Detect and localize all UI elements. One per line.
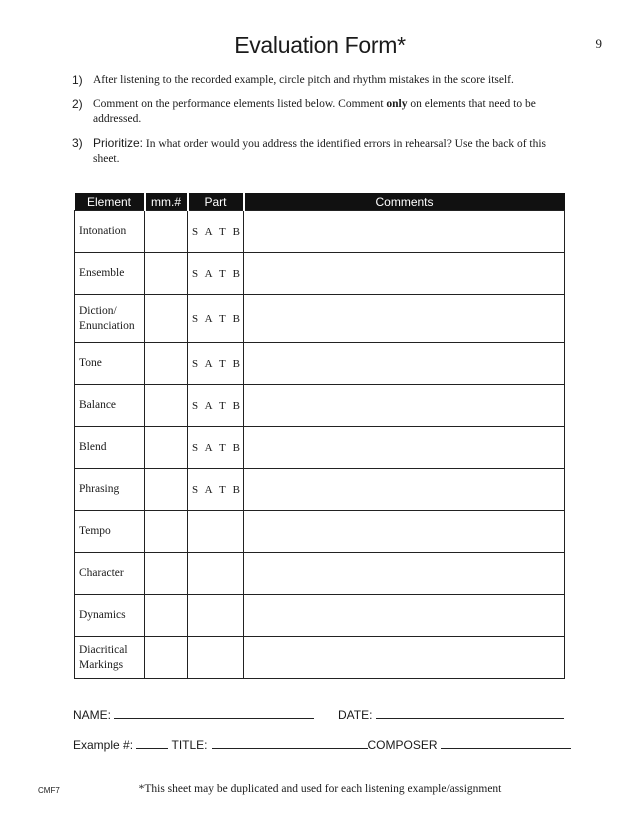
comments-cell[interactable] [244,253,565,295]
element-cell: Phrasing [75,469,145,511]
instruction-2 [72,97,572,127]
table-row [75,343,565,385]
table-body [75,211,565,679]
measure-cell[interactable] [145,343,188,385]
table-row [75,595,565,637]
comments-cell[interactable] [244,343,565,385]
evaluation-table [74,193,565,679]
measure-cell[interactable] [145,469,188,511]
header-part: Part [188,193,244,211]
instruction-number: 2) [72,97,83,111]
instruction-3 [72,136,572,167]
part-cell [188,511,244,553]
element-cell: Dynamics [75,595,145,637]
comments-cell[interactable] [244,553,565,595]
element-cell: Ensemble [75,253,145,295]
comments-cell[interactable] [244,637,565,679]
comments-cell[interactable] [244,211,565,253]
example-blank[interactable] [136,736,168,749]
table-row [75,211,565,253]
instruction-emphasis: only [386,98,408,110]
instruction-text [93,97,572,127]
instruction-text [93,136,572,167]
part-cell[interactable]: S A T B [188,469,244,511]
element-cell: Diacritical Markings [75,637,145,679]
header-comments: Comments [244,193,565,211]
name-field[interactable] [73,706,314,722]
example-label: Example #: [73,738,134,752]
date-blank[interactable] [376,706,564,719]
comments-cell[interactable] [244,385,565,427]
part-cell [188,553,244,595]
instruction-number: 1) [72,73,83,87]
table-row [75,511,565,553]
date-label: DATE: [338,708,373,722]
composer-blank[interactable] [441,736,571,749]
measure-cell[interactable] [145,511,188,553]
footnote: *This sheet may be duplicated and used for each listening example/assignment [138,783,502,795]
composer-label: COMPOSER [367,738,438,752]
header-element: Element [75,193,145,211]
part-cell[interactable]: S A T B [188,427,244,469]
instruction-text-part: on elements that need to be addressed. [93,98,536,125]
element-cell: Tempo [75,511,145,553]
instruction-text-part: Comment on the performance elements listed below. Comment [93,98,387,110]
instruction-number: 3) [72,136,83,150]
comments-cell[interactable] [244,427,565,469]
part-cell[interactable]: S A T B [188,295,244,343]
comments-cell[interactable] [244,295,565,343]
table-row [75,637,565,679]
title-label: TITLE: [171,738,208,752]
document-code: CMF7 [38,786,60,795]
measure-cell[interactable] [145,295,188,343]
measure-cell[interactable] [145,253,188,295]
date-field[interactable] [338,706,564,722]
measure-cell[interactable] [145,595,188,637]
instruction-text: After listening to the recorded example, circle pitch and rhythm mistakes in the score itself. [93,74,514,86]
part-cell[interactable]: S A T B [188,211,244,253]
table-row [75,253,565,295]
page-number: 9 [595,36,602,51]
name-blank[interactable] [114,706,314,719]
part-cell[interactable]: S A T B [188,343,244,385]
example-field[interactable] [73,736,571,752]
comments-cell[interactable] [244,469,565,511]
measure-cell[interactable] [145,211,188,253]
measure-cell[interactable] [145,553,188,595]
part-cell [188,595,244,637]
measure-cell[interactable] [145,427,188,469]
part-cell [188,637,244,679]
element-cell: Intonation [75,211,145,253]
comments-cell[interactable] [244,595,565,637]
table-row [75,553,565,595]
instruction-text-part: In what order would you address the identified errors in rehearsal? Use the back of this sheet. [93,138,547,165]
part-cell[interactable]: S A T B [188,385,244,427]
instruction-1 [72,73,572,88]
table-row [75,427,565,469]
element-cell: Balance [75,385,145,427]
table-row [75,469,565,511]
title-blank[interactable] [212,736,368,749]
comments-cell[interactable] [244,511,565,553]
header-mm: mm.# [145,193,188,211]
element-cell: Tone [75,343,145,385]
page-title: Evaluation Form* [234,32,406,58]
table-row [75,385,565,427]
instruction-lead: Prioritize: [93,136,144,150]
element-cell: Blend [75,427,145,469]
table-header-row [75,193,565,211]
part-cell[interactable]: S A T B [188,253,244,295]
element-cell: Character [75,553,145,595]
element-cell: Diction/ Enunciation [75,295,145,343]
table-row [75,295,565,343]
name-label: NAME: [73,708,112,722]
measure-cell[interactable] [145,385,188,427]
measure-cell[interactable] [145,637,188,679]
